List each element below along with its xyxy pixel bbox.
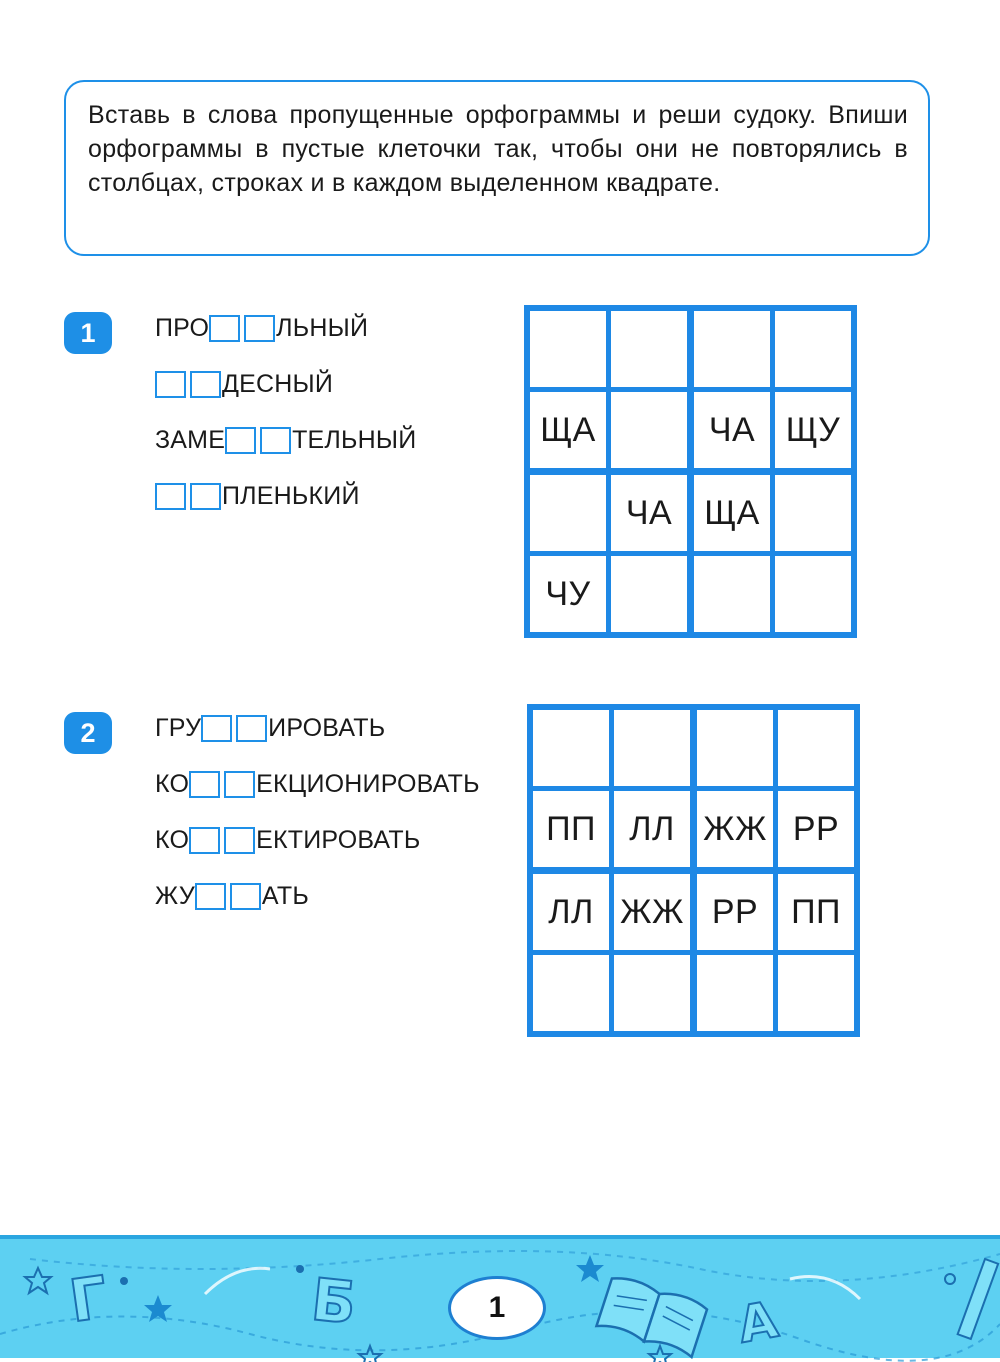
sudoku-cell[interactable]: ЛЛ <box>614 791 690 867</box>
task-2-words <box>155 700 480 924</box>
sudoku-cell[interactable] <box>611 392 687 468</box>
letter-blank[interactable] <box>189 771 220 798</box>
sudoku-cell[interactable]: РР <box>697 874 773 950</box>
sudoku-cell[interactable]: РР <box>778 791 854 867</box>
letter-blank[interactable] <box>155 371 186 398</box>
dot-icon <box>120 1277 128 1285</box>
sudoku-cell[interactable] <box>778 955 854 1031</box>
word-row: ПРО ЛЬНЫЙ <box>155 313 369 342</box>
star-icon <box>359 1346 381 1362</box>
sudoku-cell[interactable]: ЧА <box>694 392 770 468</box>
sudoku-cell[interactable] <box>697 710 773 786</box>
footer-letter: Г <box>65 1262 112 1336</box>
instructions-box <box>64 80 930 256</box>
letter-blank[interactable] <box>260 427 291 454</box>
sudoku-cell[interactable]: ЩА <box>694 475 770 551</box>
task-2-badge: 2 <box>64 712 112 754</box>
letter-blank[interactable] <box>224 827 255 854</box>
star-icon <box>576 1255 604 1282</box>
sudoku-grid-1 <box>524 305 857 638</box>
sudoku-cell[interactable]: ЖЖ <box>697 791 773 867</box>
letter-blank[interactable] <box>244 315 275 342</box>
footer-letter: Б <box>308 1265 360 1338</box>
sudoku-cell[interactable] <box>775 311 851 387</box>
sudoku-cell[interactable]: ПП <box>778 874 854 950</box>
sudoku-cell[interactable] <box>614 710 690 786</box>
sudoku-cell[interactable] <box>697 955 773 1031</box>
sudoku-cell[interactable] <box>530 311 606 387</box>
sudoku-cell[interactable] <box>614 955 690 1031</box>
word-row: КО ЕКЦИОНИРОВАТЬ <box>155 769 480 798</box>
letter-blank[interactable] <box>155 483 186 510</box>
word-row: ГРУ ИРОВАТЬ <box>155 713 386 742</box>
sudoku-cell[interactable] <box>778 710 854 786</box>
sudoku-cell[interactable] <box>611 311 687 387</box>
letter-blank[interactable] <box>190 371 221 398</box>
letter-blank[interactable] <box>189 827 220 854</box>
letter-blank[interactable] <box>236 715 267 742</box>
sudoku-cell[interactable] <box>611 556 687 632</box>
instructions-text: Вставь в слова пропущенные орфограммы и реши судоку. Впиши орфограммы в пустые клеточки так, чтобы они не повторялись в столбцах, строках и в каждом выделенном квадрате. <box>88 101 908 197</box>
footer-letter: А <box>733 1290 783 1355</box>
star-icon <box>25 1268 51 1293</box>
sudoku-cell[interactable] <box>775 475 851 551</box>
sudoku-cell[interactable]: ЩУ <box>775 392 851 468</box>
dot-icon <box>296 1265 304 1273</box>
sudoku-cell[interactable]: ПП <box>533 791 609 867</box>
sudoku-cell[interactable] <box>533 710 609 786</box>
sudoku-cell[interactable] <box>694 556 770 632</box>
word-row: ЗАМЕ ТЕЛЬНЫЙ <box>155 425 417 454</box>
pencil-icon <box>958 1259 999 1339</box>
sudoku-cell[interactable]: ЛЛ <box>533 874 609 950</box>
letter-blank[interactable] <box>190 483 221 510</box>
letter-blank[interactable] <box>209 315 240 342</box>
word-row: ПЛЕНЬКИЙ <box>155 468 416 524</box>
sudoku-cell[interactable] <box>775 556 851 632</box>
letter-blank[interactable] <box>224 771 255 798</box>
sudoku-cell[interactable]: ЩА <box>530 392 606 468</box>
sudoku-cell[interactable]: ЧУ <box>530 556 606 632</box>
word-row: ЖУ АТЬ <box>155 881 309 910</box>
sudoku-cell[interactable] <box>530 475 606 551</box>
task-1-words <box>155 300 416 524</box>
star-icon <box>649 1346 671 1362</box>
sudoku-cell[interactable] <box>694 311 770 387</box>
letter-blank[interactable] <box>195 883 226 910</box>
page-number: 1 <box>448 1276 546 1340</box>
word-row: КО ЕКТИРОВАТЬ <box>155 825 421 854</box>
book-icon <box>596 1274 708 1357</box>
footer-band <box>0 1235 1000 1358</box>
word-row: ДЕСНЫЙ <box>155 356 416 412</box>
letter-blank[interactable] <box>201 715 232 742</box>
task-1-badge: 1 <box>64 312 112 354</box>
sudoku-grid-2 <box>527 704 860 1037</box>
sudoku-cell[interactable] <box>533 955 609 1031</box>
letter-blank[interactable] <box>230 883 261 910</box>
dot-icon <box>945 1274 955 1284</box>
sudoku-cell[interactable]: ЖЖ <box>614 874 690 950</box>
letter-blank[interactable] <box>225 427 256 454</box>
sudoku-cell[interactable]: ЧА <box>611 475 687 551</box>
